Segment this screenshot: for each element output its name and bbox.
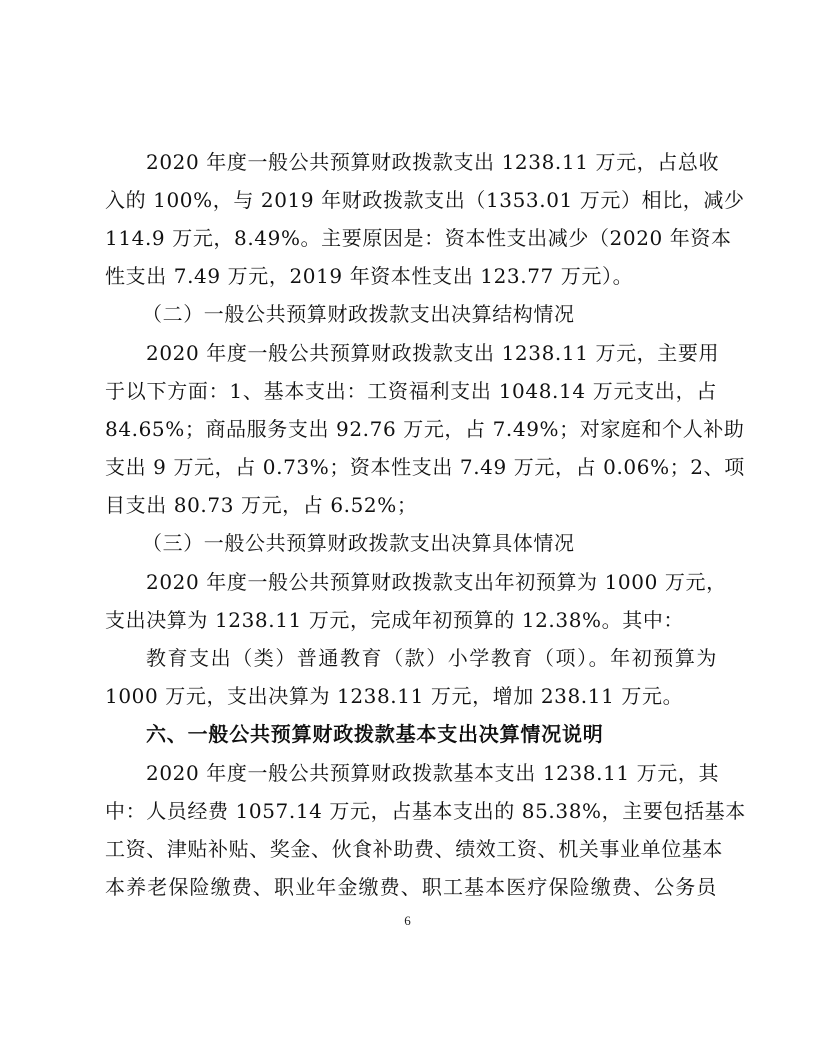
paragraph-2-line-5: 目支出 80.73 万元，占 6.52%； [105,493,418,517]
paragraph-4-line-1: 教育支出（类）普通教育（款）小学教育（项）。年初预算为 [146,646,717,670]
section-heading-2: （二）一般公共预算财政拨款支出决算结构情况 [142,302,575,326]
paragraph-5-line-4: 本养老保险缴费、职业年金缴费、职工基本医疗保险缴费、公务员 [105,875,717,899]
page-number: 6 [404,913,411,928]
paragraph-1-line-3: 114.9 万元，8.49%。主要原因是：资本性支出减少（2020 年资本 [105,226,732,250]
paragraph-2-line-4: 支出 9 万元，占 0.73%；资本性支出 7.49 万元，占 0.06%；2、项 [105,455,745,479]
paragraph-3-line-1: 2020 年度一般公共预算财政拨款支出年初预算为 1000 万元， [146,570,727,594]
paragraph-1-line-4: 性支出 7.49 万元，2019 年资本性支出 123.77 万元）。 [105,264,634,288]
paragraph-1-line-1: 2020 年度一般公共预算财政拨款支出 1238.11 万元，占总收 [146,150,720,174]
paragraph-2-line-3: 84.65%；商品服务支出 92.76 万元，占 7.49%；对家庭和个人补助 [105,417,745,441]
paragraph-2-line-1: 2020 年度一般公共预算财政拨款支出 1238.11 万元，主要用 [146,341,720,365]
section-heading-3: （三）一般公共预算财政拨款支出决算具体情况 [142,531,575,555]
paragraph-5-line-1: 2020 年度一般公共预算财政拨款基本支出 1238.11 万元，其 [146,761,720,785]
paragraph-3-line-2: 支出决算为 1238.11 万元，完成年初预算的 12.38%。其中： [105,608,685,632]
paragraph-2-line-2: 于以下方面：1、基本支出：工资福利支出 1048.14 万元支出，占 [105,379,717,403]
section-heading-6: 六、一般公共预算财政拨款基本支出决算情况说明 [146,722,604,746]
paragraph-5-line-2: 中：人员经费 1057.14 万元，占基本支出的 85.38%，主要包括基本 [105,799,746,823]
paragraph-5-line-3: 工资、津贴补贴、奖金、伙食补助费、绩效工资、机关事业单位基本 [105,837,723,861]
paragraph-1-line-2: 入的 100%，与 2019 年财政拨款支出（1353.01 万元）相比，减少 [105,188,745,212]
paragraph-4-line-2: 1000 万元，支出决算为 1238.11 万元，增加 238.11 万元。 [105,684,684,708]
